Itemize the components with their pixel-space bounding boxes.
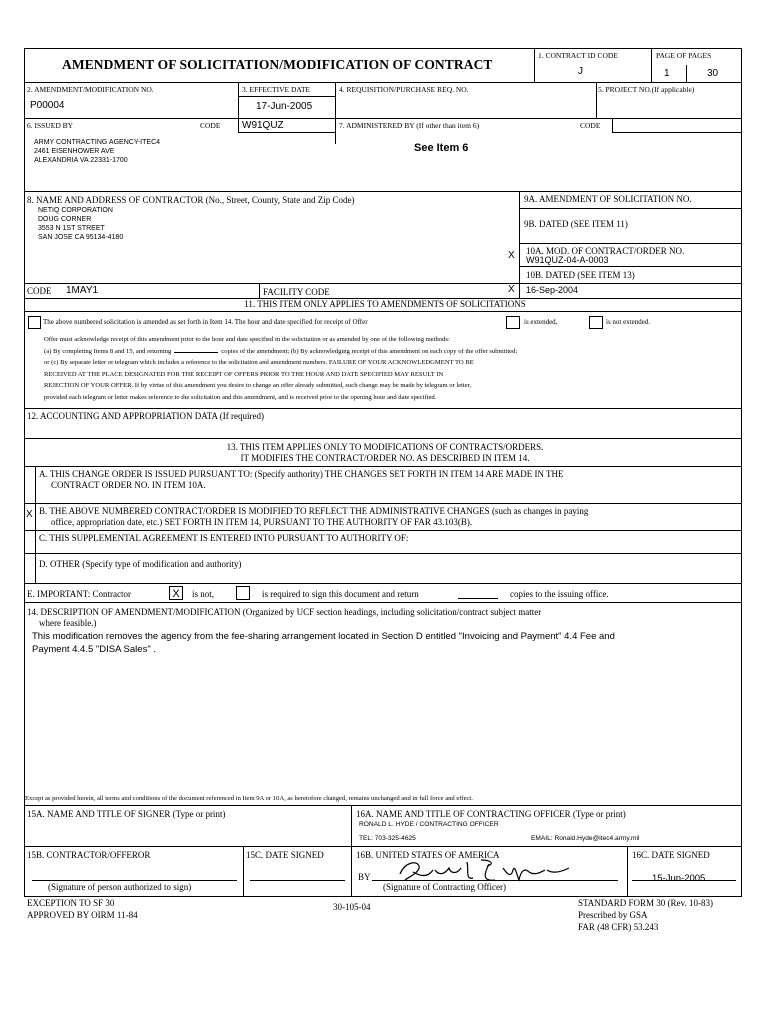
item-13-heading-1: 13. THIS ITEM APPLIES ONLY TO MODIFICATIONS OF CONTRACTS/ORDERS. <box>226 442 544 452</box>
facility-code-label: FACILITY CODE <box>263 287 330 297</box>
item-11-text: Offer must acknowledge receipt of this amendment prior to the hour and date specified in the solicitation or as amended by one of the following methods: <box>44 336 450 343</box>
item-11-text-a: (a) By completing Items 8 and 15, and returning <box>44 347 172 355</box>
officer-signature-caption: (Signature of Contracting Officer) <box>383 882 507 892</box>
item-10a-value[interactable]: W91QUZ-04-A-0003 <box>526 255 609 265</box>
issuer-line: ARMY CONTRACTING AGENCY-ITEC4 <box>34 139 161 146</box>
project-no-label: 5. PROJECT NO.(If applicable) <box>598 85 695 94</box>
contractor-code-label: CODE <box>27 286 52 296</box>
item-13c: C. THIS SUPPLEMENTAL AGREEMENT IS ENTERED INTO PURSUANT TO AUTHORITY OF: <box>39 533 409 543</box>
officer-date-label: 16C. DATE SIGNED <box>632 850 710 860</box>
important-label: E. IMPORTANT: Contractor <box>27 589 132 599</box>
pages-value[interactable]: 30 <box>707 68 719 79</box>
footer-standard-form: STANDARD FORM 30 (Rev. 10-83) <box>578 898 713 908</box>
contractor-label: 8. NAME AND ADDRESS OF CONTRACTOR (No., Street, County, State and Zip Code) <box>27 195 355 205</box>
extended-checkbox[interactable] <box>506 316 520 329</box>
item-9b-label: 9B. DATED (SEE ITEM 11) <box>524 219 628 229</box>
signer-label: 15A. NAME AND TITLE OF SIGNER (Type or print) <box>27 809 226 819</box>
contractor-date-label: 15C. DATE SIGNED <box>246 850 324 860</box>
item-13a-line: CONTRACT ORDER NO. IN ITEM 10A. <box>51 480 206 490</box>
is-extended-label: is extended, <box>524 318 558 326</box>
contractor-address <box>38 206 123 242</box>
issued-by-code-value[interactable]: W91QUZ <box>242 120 284 131</box>
effective-date-value[interactable]: 17-Jun-2005 <box>256 101 313 112</box>
item-14-label <box>27 607 541 629</box>
item-13b-line: B. THE ABOVE NUMBERED CONTRACT/ORDER IS MODIFIED TO REFLECT THE ADMINISTRATIVE CHANGES (such as changes in paying <box>39 506 589 516</box>
item-11-text: provided each telegram or letter makes reference to the solicitation and this amendment, and is received prior to the opening hour and date specified. <box>44 393 437 401</box>
by-label: BY <box>358 872 371 882</box>
page-value[interactable]: 1 <box>664 68 670 79</box>
item-13b-line: office, appropriation date, etc.) SET FORTH IN ITEM 14, PURSUANT TO THE AUTHORITY OF FAR 43.103(B). <box>51 517 473 527</box>
item-13-heading-2: IT MODIFIES THE CONTRACT/ORDER NO. AS DESCRIBED IN ITEM 14. <box>240 453 530 463</box>
is-required-label: is required to sign this document and return <box>262 589 419 599</box>
item-14-label-line: 14. DESCRIPTION OF AMENDMENT/MODIFICATION (Organized by UCF section headings, including solicitation/contract subject matter <box>27 607 542 617</box>
contractor-line: SAN JOSE CA 95134-4180 <box>38 234 124 241</box>
item-10a-label: 10A. MOD. OF CONTRACT/ORDER NO. <box>526 246 685 256</box>
form-title: AMENDMENT OF SOLICITATION/MODIFICATION OF CONTRACT <box>62 57 493 72</box>
item-12-label: 12. ACCOUNTING AND APPROPRIATION DATA (If required) <box>27 411 265 421</box>
issued-by-label: 6. ISSUED BY <box>27 121 74 130</box>
except-note: Except as provided herein, all terms and conditions of the document referenced in Item 9A or 10A, as heretofore changed, remains unchanged and in full force and effect. <box>25 795 473 802</box>
footer-code: 30-105-04 <box>333 902 371 912</box>
officer-email: EMAIL: Ronald.Hyde@itec4.army.mil <box>531 835 640 842</box>
item-13d: D. OTHER (Specify type of modification and authority) <box>39 559 242 569</box>
officer-name: RONALD L. HYDE / CONTRACTING OFFICER <box>359 821 499 828</box>
description-line: This modification removes the agency from the fee-sharing arrangement located in Section D entitled "Invoicing and Payment" 4.4 Fee and <box>32 631 615 642</box>
contract-id-value[interactable]: J <box>578 66 583 77</box>
amendment-no-label: 2. AMENDMENT/MODIFICATION NO. <box>27 85 154 94</box>
contractor-line: 3553 N 1ST STREET <box>38 225 105 232</box>
footer-exception: EXCEPTION TO SF 30 <box>27 898 115 908</box>
item-13a-line: A. THIS CHANGE ORDER IS ISSUED PURSUANT TO: (Specify authority) THE CHANGES SET FORTH IN ITEM 14 ARE MADE IN THE <box>39 469 564 479</box>
contractor-signature-caption: (Signature of person authorized to sign) <box>48 882 192 892</box>
officer-label: 16A. NAME AND TITLE OF CONTRACTING OFFICER (Type or print) <box>356 809 626 819</box>
description-line: Payment 4.4.5 "DISA Sales" . <box>32 644 156 655</box>
issued-by-code-label: CODE <box>200 121 221 130</box>
item-10a-mark[interactable]: X <box>508 250 515 261</box>
contractor-line: NETIQ CORPORATION <box>38 207 113 214</box>
copies-label: copies to the issuing office. <box>510 589 609 599</box>
issuer-line: ALEXANDRIA VA 22331-1700 <box>34 157 128 164</box>
issuer-line: 2461 EISENHOWER AVE <box>34 148 115 155</box>
item-14-description[interactable] <box>32 630 615 656</box>
administered-by-label: 7. ADMINISTERED BY (If other than item 6) <box>339 121 480 130</box>
administered-code-label: CODE <box>580 121 601 130</box>
contract-id-label: 1. CONTRACT ID CODE <box>538 51 618 60</box>
effective-date-label: 3. EFFECTIVE DATE <box>242 85 311 94</box>
item-13b-mark[interactable]: X <box>26 509 33 520</box>
item-13a <box>39 469 564 491</box>
footer-far: FAR (48 CFR) 53.243 <box>578 922 659 932</box>
item-11-checkbox[interactable] <box>28 316 41 329</box>
amendment-no-value[interactable]: P00004 <box>30 100 65 111</box>
item-11-text: RECEIVED AT THE PLACE DESIGNATED FOR THE RECEIPT OF OFFERS PRIOR TO THE HOUR AND DATE SPECIFIED MAY RESULT IN <box>44 370 444 378</box>
contractor-line: DOUG CORNER <box>38 216 92 223</box>
item-11-paragraph <box>44 334 517 403</box>
item-11-line: The above numbered solicitation is amended as set forth in Item 14. The hour and date specified for receipt of Offer <box>43 318 368 326</box>
usa-label: 16B. UNITED STATES OF AMERICA <box>356 850 500 860</box>
copies-blank[interactable] <box>458 598 498 599</box>
item-14-label-line: where feasible.) <box>39 618 97 628</box>
page-of-pages-label: PAGE OF PAGES <box>656 51 712 60</box>
item-10b-value[interactable]: 16-Sep-2004 <box>526 285 579 295</box>
contractor-offeror-label: 15B. CONTRACTOR/OFFEROR <box>27 850 151 860</box>
officer-date-value[interactable]: 15-Jun-2005 <box>652 873 706 884</box>
item-11-text: or (c) By separate letter or telegram which includes a reference to the solicitation and amendment numbers. FAILURE OF YOUR ACKNOWLEDGMENT TO BE <box>44 359 474 366</box>
contractor-code-value[interactable]: 1MAY1 <box>66 285 99 296</box>
footer-approved: APPROVED BY OIRM 11-84 <box>27 910 138 920</box>
item-11-text: REJECTION OF YOUR OFFER. If by virtue of this amendment you desire to change an offer already submitted, such change may be made by telegram or letter, <box>44 382 472 389</box>
item-10b-label: 10B. DATED (SEE ITEM 13) <box>526 270 635 280</box>
item-11-text-b: copies of the amendment; (b) By acknowledging receipt of this amendment on each copy of the offer submitted; <box>221 347 518 355</box>
returned-copies-blank[interactable] <box>174 352 218 353</box>
is-not-extended-label: is not extended. <box>606 318 651 326</box>
item-13b <box>39 506 588 528</box>
item-11-text <box>44 346 517 358</box>
requisition-label: 4. REQUISITION/PURCHASE REQ. NO. <box>339 85 469 94</box>
item-11-heading: 11. THIS ITEM ONLY APPLIES TO AMENDMENTS OF SOLICITATIONS <box>244 299 526 309</box>
is-not-checkbox[interactable]: X <box>169 586 183 600</box>
item-10b-mark[interactable]: X <box>508 284 515 295</box>
item-9a-label: 9A. AMENDMENT OF SOLICITATION NO. <box>524 194 692 204</box>
footer-prescribed: Prescribed by GSA <box>578 910 648 920</box>
officer-tel: TEL: 703-325-4625 <box>359 835 416 842</box>
issuer-address <box>34 138 160 165</box>
not-extended-checkbox[interactable] <box>589 316 603 329</box>
is-not-label: is not, <box>192 589 215 599</box>
is-required-checkbox[interactable] <box>236 586 250 600</box>
see-item-6: See Item 6 <box>414 142 469 154</box>
